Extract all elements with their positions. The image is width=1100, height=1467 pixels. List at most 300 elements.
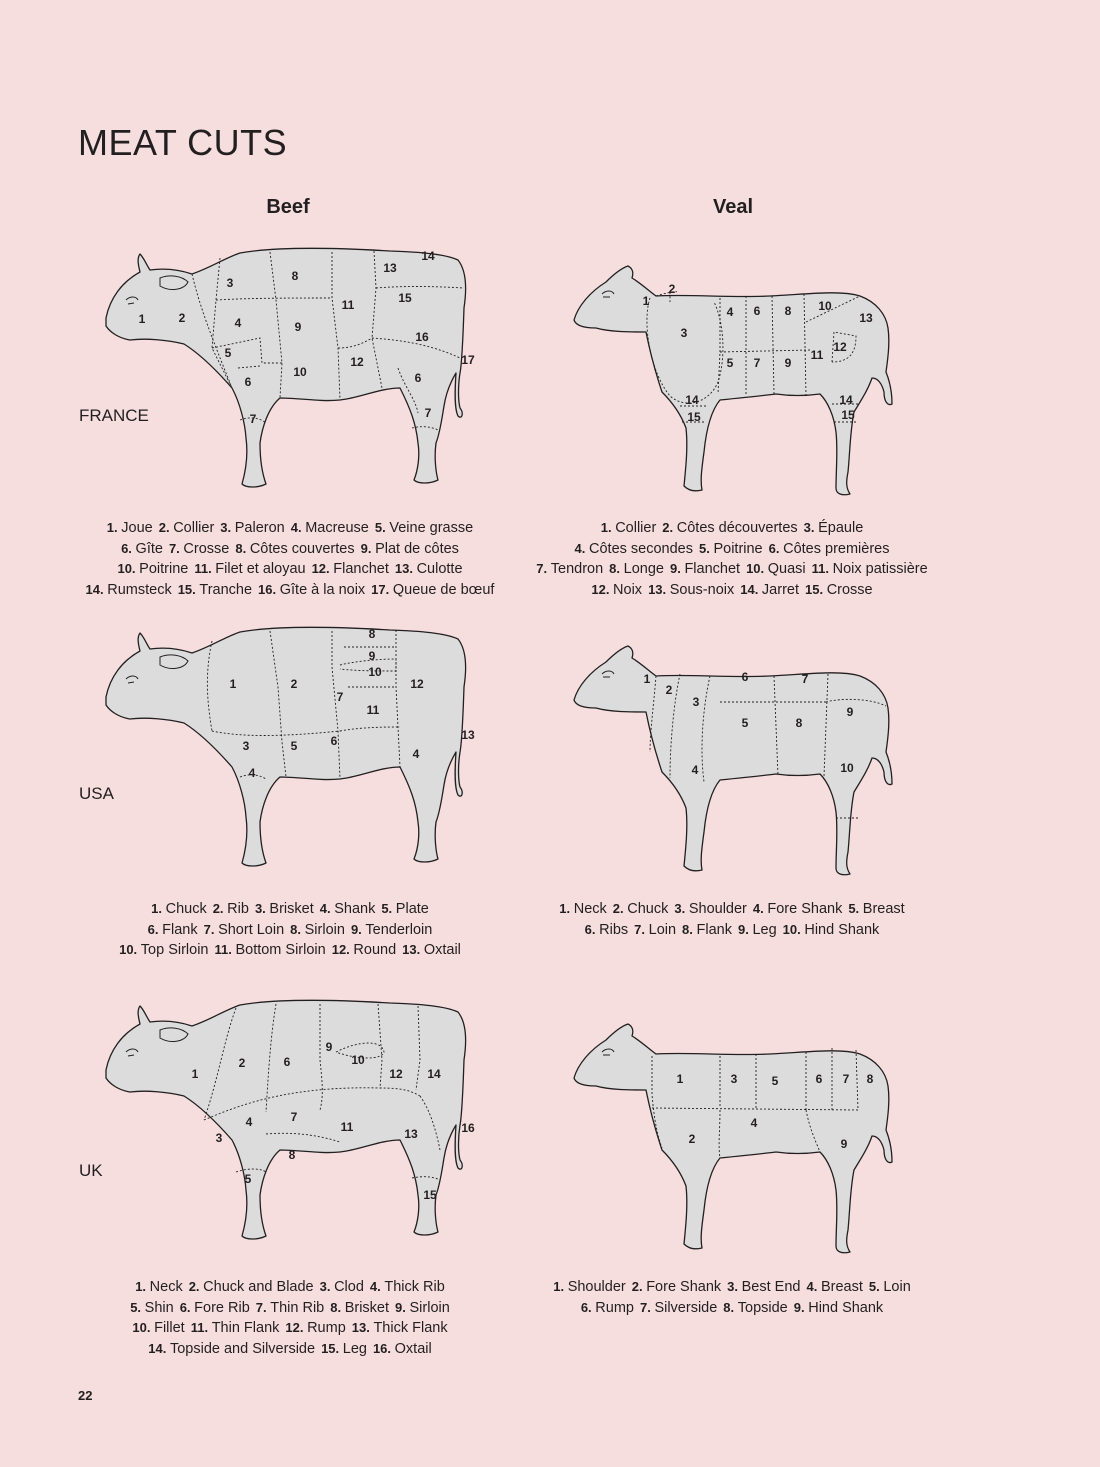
cut-number-7: 7 (753, 356, 761, 371)
legend-line (70, 940, 510, 961)
legend-entry-name: Culotte (416, 561, 463, 577)
legend-entry-number: 10. (746, 561, 768, 576)
legend-entry-number: 10. (117, 561, 140, 576)
cut-number-7: 7 (290, 1110, 298, 1125)
legend-entry (699, 541, 763, 557)
cut-number-11: 11 (340, 1120, 354, 1135)
legend-usa-beef (70, 899, 510, 961)
legend-entry (812, 561, 928, 577)
legend-entry-number: 4. (806, 1279, 821, 1294)
cut-number-10: 10 (351, 1053, 365, 1068)
cut-number-4: 4 (691, 763, 699, 778)
legend-entry (214, 942, 325, 958)
legend-entry-number: 1. (600, 520, 616, 535)
legend-entry (312, 561, 389, 577)
legend-entry-name: Côtes secondes (589, 540, 693, 557)
legend-entry (130, 1300, 174, 1316)
legend-entry (553, 1279, 626, 1295)
legend-entry-name: Plat de côtes (375, 540, 459, 557)
legend-entry (220, 520, 284, 536)
legend-entry (395, 1300, 450, 1316)
legend-entry-number: 9. (360, 540, 376, 556)
cut-number-9: 9 (325, 1040, 333, 1055)
legend-entry-name: Filet et aloyau (215, 561, 306, 577)
cut-number-13: 13 (859, 311, 873, 326)
cut-number-13: 13 (404, 1127, 418, 1142)
legend-line (70, 920, 510, 941)
legend-entry-name: Flanchet (333, 561, 389, 577)
legend-entry-number: 11. (811, 561, 833, 576)
legend-entry-name: Tenderloin (365, 921, 433, 938)
legend-entry-number: 13. (402, 942, 424, 957)
legend-entry-name: Joue (121, 520, 153, 536)
legend-entry (738, 922, 777, 938)
legend-entry (581, 1300, 634, 1316)
cut-number-3: 3 (680, 326, 688, 341)
legend-entry (351, 922, 432, 938)
cut-number-2: 2 (178, 311, 186, 326)
cut-number-16: 16 (461, 1121, 475, 1136)
legend-entry-number: 4. (290, 520, 306, 535)
legend-entry (536, 561, 603, 577)
legend-entry-number: 16. (258, 581, 280, 597)
legend-line (522, 899, 942, 920)
legend-entry (727, 1279, 800, 1295)
cut-number-2: 2 (688, 1132, 696, 1147)
region-label-usa: USA (79, 784, 114, 803)
legend-entry-name: Fore Rib (194, 1299, 250, 1316)
legend-entry-number: 16. (372, 1340, 395, 1356)
legend-entry (148, 1341, 315, 1357)
cut-number-12: 12 (410, 677, 424, 692)
cut-number-6: 6 (244, 375, 252, 390)
cut-number-5: 5 (290, 739, 298, 754)
legend-entry-number: 2. (612, 901, 628, 916)
legend-entry-name: Topside and Silverside (169, 1340, 316, 1357)
legend-entry-name: Fore Shank (767, 901, 843, 917)
legend-line (70, 1339, 510, 1360)
legend-entry (753, 901, 842, 917)
legend-entry (135, 1279, 183, 1295)
legend-entry (670, 561, 740, 577)
region-label-france: FRANCE (79, 406, 149, 425)
legend-entry (375, 520, 473, 536)
legend-entry-number: 2. (188, 1279, 204, 1294)
legend-entry (662, 520, 797, 536)
legend-entry-name: Silverside (654, 1299, 718, 1316)
legend-entry-number: 9. (793, 1299, 809, 1315)
legend-entry-number: 5. (374, 520, 390, 535)
legend-entry-number: 15. (805, 581, 827, 597)
legend-entry-name: Shank (334, 901, 376, 917)
cut-number-12: 12 (350, 355, 364, 370)
legend-entry-number: 17. (371, 581, 393, 597)
legend-line (522, 580, 942, 601)
legend-entry-number: 2. (662, 520, 677, 535)
legend-entry (159, 520, 215, 536)
cut-number-10: 10 (293, 365, 307, 380)
legend-entry-number: 3. (254, 901, 270, 916)
legend-entry (86, 582, 172, 598)
legend-entry-number: 1. (106, 520, 122, 535)
cut-number-1: 1 (642, 294, 650, 309)
legend-entry (769, 541, 890, 557)
cut-number-9: 9 (368, 649, 376, 664)
legend-entry-number: 1. (553, 1279, 568, 1294)
legend-entry-name: Neck (573, 901, 607, 917)
legend-entry (609, 561, 664, 577)
legend-entry-name: Épaule (818, 520, 864, 536)
legend-entry-name: Breast (820, 1279, 863, 1295)
legend-entry (805, 582, 873, 598)
cut-number-4: 4 (234, 316, 242, 331)
legend-entry-number: 11. (214, 942, 236, 957)
cut-number-2: 2 (290, 677, 298, 692)
legend-entry (213, 901, 249, 917)
cut-number-14: 14 (421, 249, 435, 264)
legend-entry-number: 9. (737, 921, 753, 937)
cut-number-14: 14 (685, 393, 699, 408)
cut-number-6: 6 (815, 1072, 823, 1087)
legend-entry-name: Jarret (761, 581, 799, 598)
legend-entry-number: 12. (331, 942, 354, 957)
legend-entry (352, 1320, 448, 1336)
legend-entry (119, 942, 208, 958)
cut-number-8: 8 (368, 627, 376, 642)
legend-entry-name: Clod (334, 1279, 364, 1295)
legend-line (70, 539, 510, 560)
legend-entry-number: 1. (559, 901, 574, 916)
cut-number-15: 15 (398, 291, 412, 306)
legend-entry (107, 520, 153, 536)
legend-entry-number: 3. (727, 1279, 742, 1294)
legend-entry (194, 561, 305, 577)
legend-entry (321, 1341, 367, 1357)
legend-entry (381, 901, 429, 917)
legend-entry-number: 5. (698, 540, 714, 556)
cut-number-5: 5 (771, 1074, 779, 1089)
legend-entry (191, 1320, 280, 1336)
cut-number-11: 11 (810, 348, 824, 363)
legend-entry (148, 922, 198, 938)
legend-entry (151, 901, 207, 917)
legend-entry-name: Thick Rib (384, 1279, 445, 1295)
legend-entry (169, 541, 229, 557)
legend-entry-number: 7. (639, 1299, 655, 1315)
legend-entry-number: 2. (631, 1279, 647, 1294)
legend-entry-name: Loin (883, 1279, 911, 1295)
france-beef-diagram (100, 248, 500, 498)
cut-number-12: 12 (833, 340, 847, 355)
cut-number-7: 7 (424, 406, 432, 421)
legend-entry-number: 7. (168, 540, 184, 556)
legend-usa-veal (522, 899, 942, 940)
legend-entry-name: Veine grasse (389, 520, 474, 536)
legend-entry (373, 1341, 432, 1357)
legend-entry-number: 6. (121, 540, 136, 556)
legend-entry (132, 1320, 184, 1336)
legend-entry-name: Oxtail (423, 942, 461, 958)
legend-entry (395, 561, 463, 577)
cut-number-1: 1 (643, 672, 651, 687)
cut-number-2: 2 (665, 683, 673, 698)
cut-number-11: 11 (341, 298, 355, 313)
legend-entry-name: Paleron (234, 520, 285, 536)
cut-number-9: 9 (846, 705, 854, 720)
cut-number-15: 15 (687, 410, 701, 425)
legend-entry-name: Brisket (269, 901, 314, 917)
legend-line (70, 559, 510, 580)
legend-entry-number: 6. (147, 921, 163, 937)
cut-number-4: 4 (412, 747, 420, 762)
cut-number-6: 6 (414, 371, 422, 386)
legend-entry-number: 9. (350, 921, 366, 937)
legend-entry-name: Collier (615, 520, 657, 536)
legend-entry-name: Macreuse (305, 520, 369, 536)
cut-number-4: 4 (726, 305, 734, 320)
cut-number-3: 3 (226, 276, 234, 291)
legend-line (522, 1298, 942, 1319)
legend-entry-name: Thin Flank (211, 1320, 280, 1336)
legend-entry (117, 561, 188, 577)
legend-entry (371, 582, 494, 598)
legend-entry (178, 582, 252, 598)
cow-silhouette (106, 248, 466, 487)
region-label-uk: UK (79, 1161, 103, 1180)
legend-entry (640, 1300, 717, 1316)
column-heading-veal: Veal (712, 196, 754, 218)
legend-entry-number: 4. (319, 901, 335, 916)
legend-entry (204, 922, 285, 938)
cow-silhouette (106, 1000, 466, 1239)
legend-entry-name: Top Sirloin (140, 942, 209, 958)
legend-entry-name: Tendron (550, 561, 604, 577)
legend-entry-name: Plate (395, 901, 429, 917)
legend-entry (402, 942, 461, 958)
legend-entry-number: 8. (330, 1299, 345, 1315)
legend-entry-name: Rib (227, 901, 249, 917)
cut-number-17: 17 (461, 353, 475, 368)
legend-line (70, 1298, 510, 1319)
legend-entry-number: 10. (782, 921, 805, 937)
legend-entry-number: 5. (868, 1279, 884, 1294)
legend-entry (291, 520, 369, 536)
legend-entry-name: Sirloin (409, 1299, 450, 1316)
legend-entry-number: 3. (674, 901, 689, 916)
usa-beef-diagram (100, 627, 500, 877)
cut-number-8: 8 (291, 269, 299, 284)
cut-number-7: 7 (842, 1072, 850, 1087)
legend-entry-name: Gîte (135, 540, 163, 557)
uk-beef-diagram (100, 1000, 500, 1250)
legend-entry-number: 5. (381, 901, 396, 916)
legend-entry-number: 3. (319, 1279, 335, 1294)
legend-entry-name: Chuck (627, 901, 669, 917)
legend-entry-name: Flank (162, 921, 198, 938)
cut-number-2: 2 (668, 282, 676, 297)
legend-entry-number: 7. (203, 921, 219, 937)
legend-entry-number: 15. (321, 1340, 343, 1356)
legend-entry-number: 13. (394, 561, 417, 576)
legend-line (522, 539, 942, 560)
legend-entry-name: Quasi (767, 561, 806, 577)
legend-entry (601, 520, 657, 536)
legend-line (522, 559, 942, 580)
cut-number-1: 1 (191, 1067, 199, 1082)
cut-number-8: 8 (784, 304, 792, 319)
legend-entry (332, 942, 396, 958)
legend-line (522, 1277, 942, 1298)
legend-entry-number: 4. (752, 901, 768, 916)
legend-entry-name: Shoulder (688, 901, 747, 917)
cut-number-15: 15 (841, 408, 855, 423)
legend-entry (189, 1279, 314, 1295)
legend-entry (258, 582, 365, 598)
legend-entry (559, 901, 607, 917)
cut-number-4: 4 (248, 766, 256, 781)
cut-number-1: 1 (676, 1072, 684, 1087)
legend-entry-number: 8. (723, 1299, 738, 1315)
legend-entry (290, 922, 345, 938)
legend-entry-name: Côtes couvertes (249, 540, 355, 557)
legend-entry-name: Chuck and Blade (203, 1279, 314, 1295)
legend-entry (320, 1279, 364, 1295)
legend-uk-beef (70, 1277, 510, 1359)
legend-entry-number: 6. (584, 921, 600, 937)
legend-entry-name: Shin (144, 1299, 174, 1316)
legend-entry (330, 1300, 389, 1316)
cut-number-16: 16 (415, 330, 429, 345)
legend-france-veal (522, 518, 942, 600)
legend-entry-number: 8. (682, 921, 697, 937)
cut-number-3: 3 (692, 695, 700, 710)
legend-entry-name: Bottom Sirloin (235, 942, 326, 958)
legend-entry (320, 901, 376, 917)
legend-entry-number: 6. (768, 540, 784, 556)
legend-entry-number: 7. (634, 921, 649, 937)
legend-entry (794, 1300, 883, 1316)
page-number: 22 (78, 1388, 93, 1403)
legend-entry-name: Thick Flank (373, 1320, 448, 1336)
legend-line (70, 580, 510, 601)
legend-entry-number: 5. (848, 901, 863, 916)
cut-number-6: 6 (741, 670, 749, 685)
legend-entry (804, 520, 864, 536)
cut-number-15: 15 (423, 1188, 437, 1203)
legend-line (522, 518, 942, 539)
cut-number-9: 9 (840, 1137, 848, 1152)
cut-number-14: 14 (839, 393, 853, 408)
legend-entry-number: 15. (177, 581, 200, 597)
cut-number-5: 5 (726, 356, 734, 371)
cut-number-11: 11 (366, 703, 380, 718)
legend-entry-name: Rumsteck (107, 581, 172, 598)
legend-entry-name: Topside (737, 1299, 788, 1316)
legend-entry (255, 901, 314, 917)
legend-entry-number: 14. (148, 1340, 170, 1356)
legend-entry-number: 4. (369, 1279, 385, 1294)
legend-entry-number: 12. (285, 1320, 308, 1335)
legend-entry-number: 10. (132, 1320, 155, 1335)
cut-number-7: 7 (801, 672, 809, 687)
legend-entry-name: Poitrine (713, 540, 763, 557)
legend-entry-name: Hind Shank (804, 921, 880, 938)
legend-entry-name: Loin (648, 921, 677, 938)
legend-entry (591, 582, 642, 598)
cut-number-6: 6 (283, 1055, 291, 1070)
cut-number-3: 3 (215, 1131, 223, 1146)
cut-number-9: 9 (784, 356, 792, 371)
cut-number-8: 8 (866, 1072, 874, 1087)
legend-entry (121, 541, 163, 557)
legend-entry-name: Côtes découvertes (676, 520, 798, 536)
legend-entry (361, 541, 459, 557)
legend-entry-name: Shoulder (567, 1279, 626, 1295)
legend-entry-name: Rump (307, 1320, 346, 1336)
cut-number-5: 5 (741, 716, 749, 731)
usa-veal-diagram (570, 642, 910, 882)
legend-entry (740, 582, 799, 598)
legend-line (70, 899, 510, 920)
legend-entry-name: Oxtail (394, 1340, 432, 1357)
legend-entry-number: 7. (255, 1299, 271, 1315)
cut-number-6: 6 (753, 304, 761, 319)
france-veal-diagram (570, 262, 910, 502)
legend-entry (869, 1279, 911, 1295)
legend-entry-name: Best End (741, 1279, 801, 1295)
column-heading-beef: Beef (266, 196, 310, 218)
legend-entry-number: 4. (574, 540, 589, 556)
legend-entry-number: 1. (151, 901, 166, 916)
cut-number-1: 1 (229, 677, 237, 692)
legend-entry-number: 12. (591, 581, 614, 597)
cut-number-5: 5 (244, 1172, 252, 1187)
legend-entry-name: Noix (613, 581, 643, 598)
cut-number-12: 12 (389, 1067, 403, 1082)
legend-entry-number: 1. (135, 1279, 150, 1294)
cut-number-10: 10 (840, 761, 854, 776)
legend-entry-name: Poitrine (139, 561, 189, 577)
cut-number-4: 4 (750, 1116, 758, 1131)
legend-entry-name: Leg (342, 1340, 367, 1357)
legend-entry-name: Queue de bœuf (392, 581, 495, 598)
legend-entry-number: 11. (190, 1320, 212, 1335)
legend-entry-name: Crosse (826, 581, 873, 598)
cut-number-4: 4 (245, 1115, 253, 1130)
cut-number-9: 9 (294, 320, 302, 335)
legend-entry-number: 2. (158, 520, 174, 535)
cut-number-6: 6 (330, 734, 338, 749)
cut-number-7: 7 (249, 412, 257, 427)
legend-entry-name: Brisket (344, 1299, 390, 1316)
legend-entry-number: 14. (85, 581, 108, 597)
legend-entry-name: Noix patissière (832, 561, 928, 577)
cut-number-1: 1 (138, 312, 146, 327)
legend-entry-number: 13. (648, 581, 670, 597)
legend-uk-veal (522, 1277, 942, 1318)
legend-entry-number: 8. (609, 561, 624, 576)
legend-entry-name: Rump (595, 1299, 634, 1316)
legend-entry (256, 1300, 324, 1316)
legend-entry-number: 2. (212, 901, 228, 916)
legend-entry-name: Sous-noix (669, 581, 735, 598)
page-title: MEAT CUTS (78, 122, 288, 163)
legend-entry-number: 5. (130, 1299, 145, 1315)
legend-entry (674, 901, 747, 917)
legend-entry-name: Gîte à la noix (279, 581, 366, 598)
legend-entry (575, 541, 693, 557)
legend-entry-number: 13. (351, 1320, 374, 1335)
